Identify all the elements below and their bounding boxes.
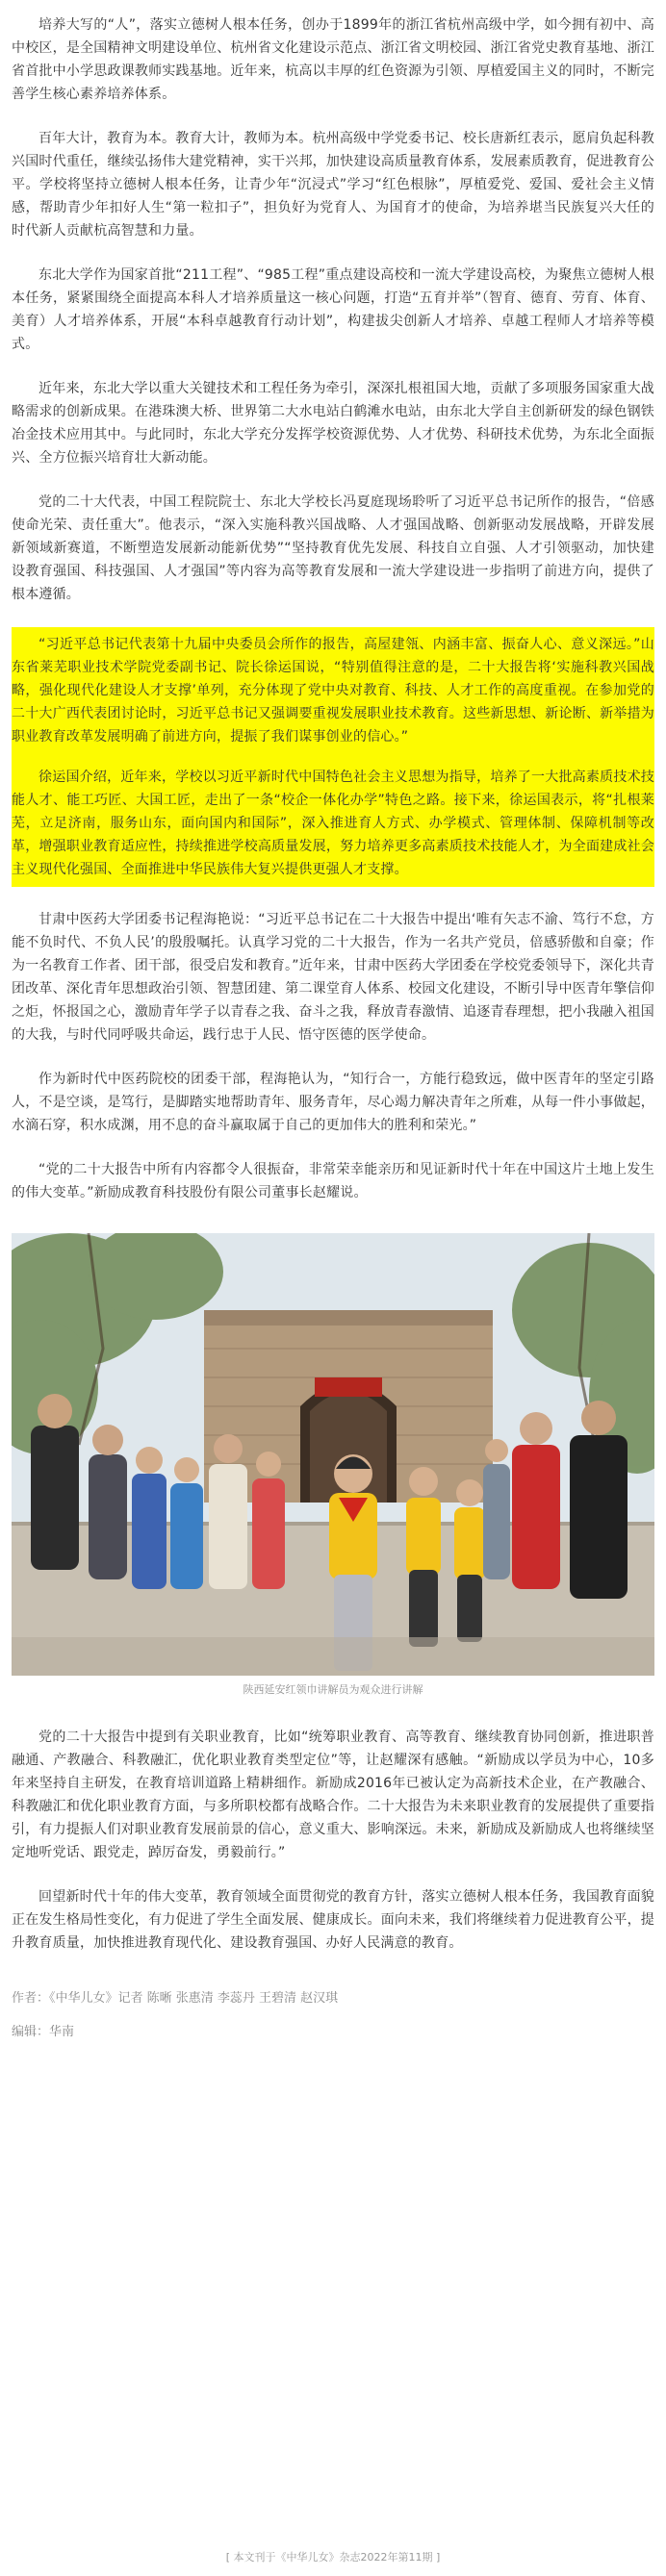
paragraph: 党的二十大代表，中国工程院院士、东北大学校长冯夏庭现场聆听了习近平总书记所作的报告，“倍感使命光荣、责任重大”。他表示，“深入实施科教兴国战略、人才强国战略、创新驱动发展战略，开辟发展新领域新赛道，不断塑造发展新动能新优势”“坚持教育优先发展、科技自立自强、人才引领驱动，加快建设教育强国、科技强国、人才强国”等内容为高等教育发展和一流大学建设进一步指明了前进方向，提供了根本遵循。 bbox=[12, 494, 654, 602]
author-credit: 作者：《中华儿女》记者 陈晰 张惠清 李蕊丹 王碧清 赵汉琪 bbox=[12, 1991, 339, 2006]
article-photo bbox=[12, 1233, 654, 1676]
paragraph: 甘肃中医药大学团委书记程海艳说：“习近平总书记在二十大报告中提出‘唯有矢志不渝、笃行不怠，方能不负时代、不负人民’的殷殷嘱托。认真学习党的二十大报告，作为一名共产党员，倍感骄傲和自豪；作为一名教育工作者、团干部，很受启发和教育。”近年来，甘肃中医药大学团委在学校党委领导下，深化共青团改革、深化青年思想政治引领、智慧团建、第二课堂育人体系、校园文化建设，不断引导中医青年擎信仰之炬，怀报国之心，激励青年学子以青春之我、奋斗之我，释放青春激情、追逐青春理想，把小我融入祖国的大我，与时代同呼吸共命运，践行忠于人民、悟守医德的医学使命。 bbox=[12, 912, 654, 1043]
paragraph: “党的二十大报告中所有内容都令人很振奋，非常荣幸能亲历和见证新时代十年在中国这片土地上发生的伟大变革。”新励成教育科技股份有限公司董事长赵耀说。 bbox=[12, 1162, 654, 1200]
editor-credit: 编辑：华南 bbox=[12, 2025, 75, 2039]
photo-caption: 陕西延安红领巾讲解员为观众进行讲解 bbox=[243, 1683, 423, 1696]
highlighted-paragraph: “习近平总书记代表第十九届中央委员会所作的报告，高屋建瓴、内涵丰富、振奋人心、意义深远。”山东省莱芜职业技术学院党委副书记、院长徐运国说，“特别值得注意的是，二十大报告将‘实施科教兴国战略，强化现代化建设人才支撑’单列，充分体现了党中央对教育、科技、人才工作的高度重视。在参加党的二十大广西代表团讨论时，习近平总书记又强调要重视发展职业技术教育。这些新思想、新论断、新举措为职业教育改革发展明确了前进方向，提振了我们谋事创业的信心。” bbox=[12, 637, 654, 745]
paragraph: 培养大写的“人”，落实立德树人根本任务，创办于1899年的浙江省杭州高级中学，如今拥有初中、高中校区，是全国精神文明建设单位、杭州省文化建设示范点、浙江省文明校园、浙江省党史教育基地、浙江省首批中小学思政课教师实践基地。近年来，杭高以丰厚的红色资源为引领、厚植爱国主义的同时，不断完善学生核心素养培养体系。 bbox=[12, 17, 654, 102]
publication-note: [ 本文刊于《中华儿女》杂志2022年第11期 ] bbox=[225, 2551, 441, 2563]
paragraph: 近年来，东北大学以重大关键技术和工程任务为牵引，深深扎根祖国大地，贡献了多项服务国家重大战略需求的创新成果。在港珠澳大桥、世界第二大水电站白鹤滩水电站，由东北大学自主创新研发的绿色钢铁冶金技术应用其中。与此同时，东北大学充分发挥学校资源优势、人才优势、科研技术优势，为东北全面振兴、全方位振兴培育壮大新动能。 bbox=[12, 381, 654, 466]
paragraph: 东北大学作为国家首批“211工程”、“985工程”重点建设高校和一流大学建设高校，为聚焦立德树人根本任务，紧紧围绕全面提高本科人才培养质量这一核心问题，打造“五育并举”（智育、德育、劳育、体育、美育）人才培养体系，开展“本科卓越教育行动计划”，构建拔尖创新人才培养、卓越工程师人才培养等模式。 bbox=[12, 267, 654, 352]
paragraph: 百年大计，教育为本。教育大计，教师为本。杭州高级中学党委书记、校长唐新红表示，愿肩负起科教兴国时代重任，继续弘扬伟大建党精神，实干兴邦，加快建设高质量教育体系，发展素质教育，促进教育公平。学校将坚持立德树人根本任务，让青少年“沉浸式”学习“红色根脉”，厚植爱党、爱国、爱社会主义情感，帮助青少年扣好人生“第一粒扣子”，担负好为党育人、为国育才的使命，为培养堪当民族复兴大任的时代新人贡献杭高智慧和力量。 bbox=[12, 131, 654, 239]
photo-illustration bbox=[12, 1233, 654, 1676]
paragraph: 回望新时代十年的伟大变革，教育领域全面贯彻党的教育方针，落实立德树人根本任务，我国教育面貌正在发生格局性变化，有力促进了学生全面发展、健康成长。面向未来，我们将继续着力促进教育公平，提升教育质量，加快推进教育现代化、建设教育强国、办好人民满意的教育。 bbox=[12, 1889, 654, 1951]
paragraph: 作为新时代中医药院校的团委干部，程海艳认为，“知行合一，方能行稳致远，做中医青年的坚定引路人，不是空谈，是笃行，是脚踏实地帮助青年、服务青年，尽心竭力解决青年之所难，从每一件小事做起，水滴石穿，积水成渊，用不息的奋斗赢取属于自己的更加伟大的胜利和荣光。” bbox=[12, 1072, 654, 1133]
highlighted-section bbox=[12, 627, 654, 887]
highlighted-paragraph: 徐运国介绍，近年来，学校以习近平新时代中国特色社会主义思想为指导，培养了一大批高素质技术技能人才、能工巧匠、大国工匠，走出了一条“校企一体化办学”特色之路。接下来，徐运国表示，将“扎根莱芜，立足济南，服务山东，面向国内和国际”，深入推进育人方式、办学模式、管理体制、保障机制等改革，增强职业教育适应性，持续推进学校高质量发展，努力培养更多高素质技术技能人才，为全面建成社会主义现代化强国、全面推进中华民族伟大复兴提供更强人才支撑。 bbox=[12, 770, 654, 877]
paragraph: 党的二十大报告中提到有关职业教育，比如“统筹职业教育、高等教育、继续教育协同创新，推进职普融通、产教融合、科教融汇，优化职业教育类型定位”等，让赵耀深有感触。“新励成以学员为中心，10多年来坚持自主研发，在教育培训道路上精耕细作。新励成2016年已被认定为高新技术企业，在产教融合、科教融汇和优化职业教育方面，与多所职校都有战略合作。二十大报告为未来职业教育的发展提供了重要指引，有力提振人们对职业教育发展前景的信心，意义重大、影响深远。未来，新励成及新励成人也将继续坚定地听党话、跟党走，踔厉奋发，勇毅前行。” bbox=[12, 1730, 654, 1860]
